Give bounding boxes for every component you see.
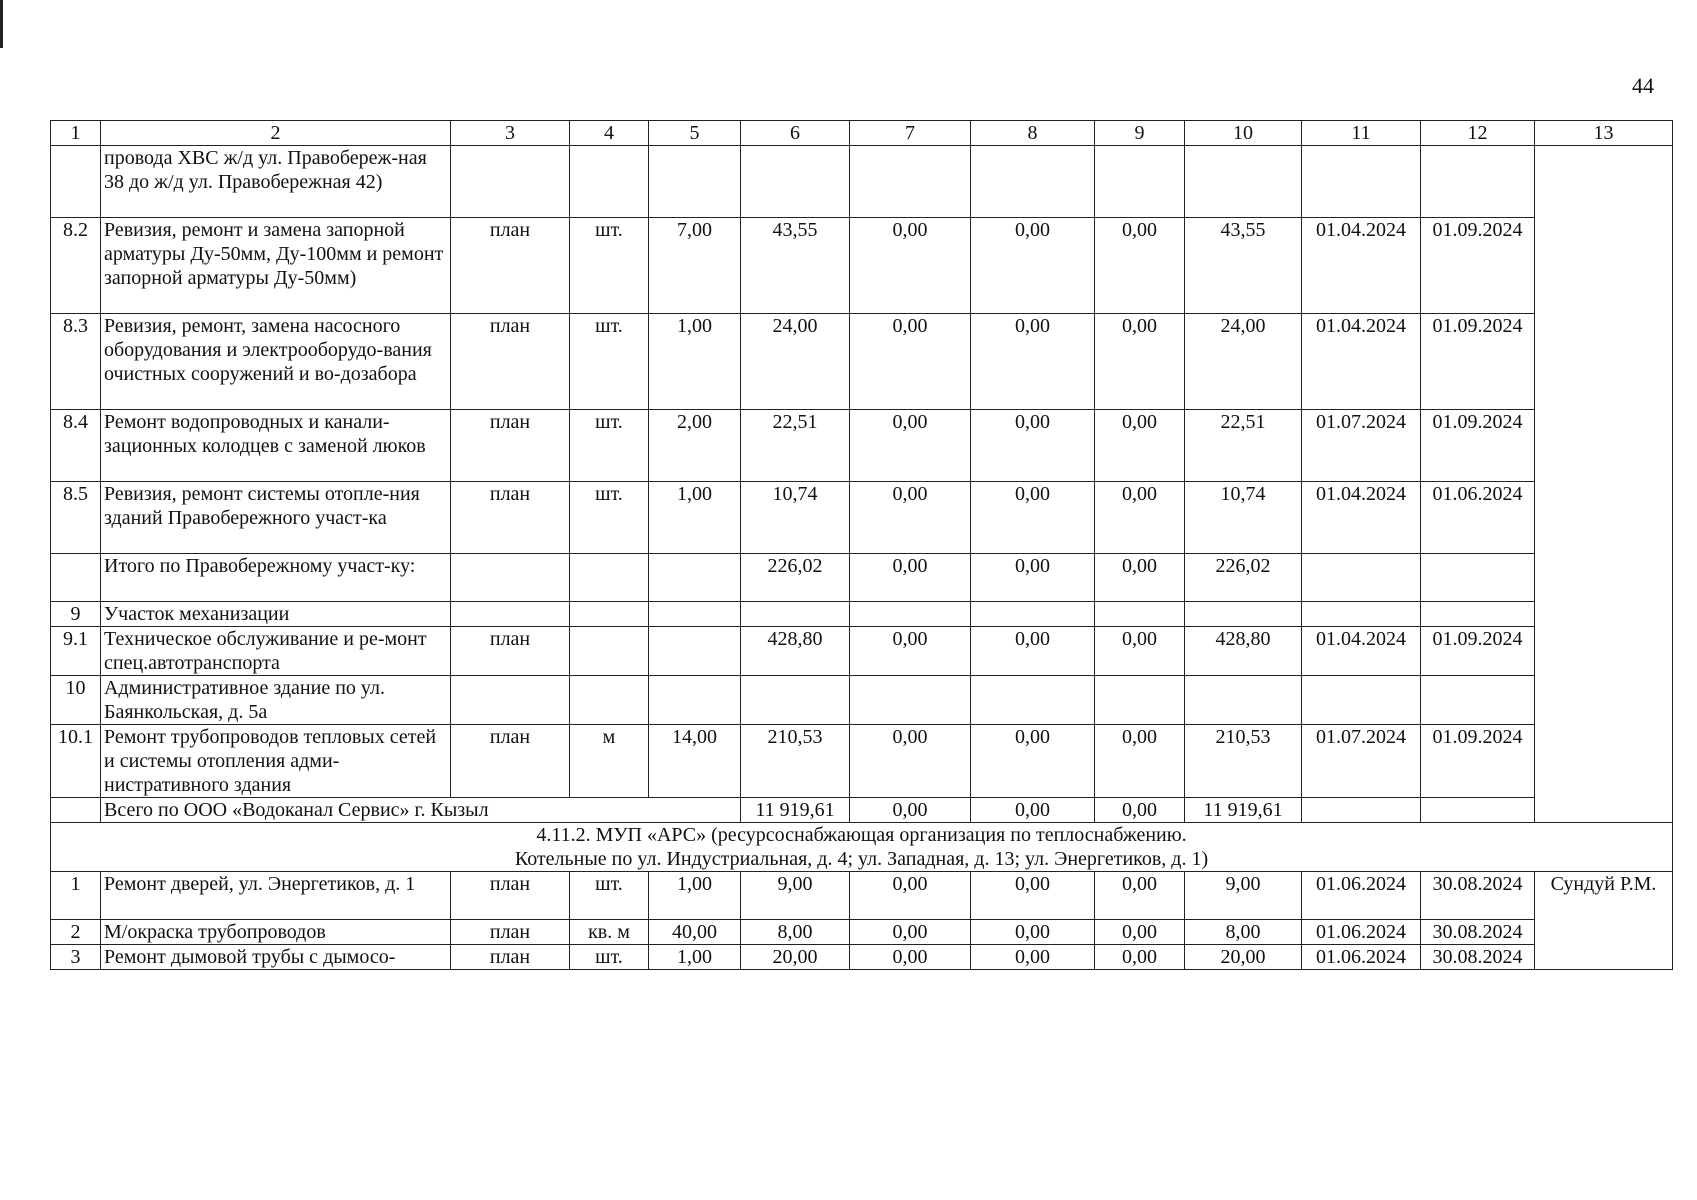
value-cell-c10: 24,00 bbox=[1185, 314, 1302, 410]
value-cell-c9: 0,00 bbox=[1095, 482, 1185, 554]
value-cell-c6: 428,80 bbox=[741, 627, 850, 676]
value-cell-c9: 0,00 bbox=[1095, 945, 1185, 970]
value-cell-c10: 10,74 bbox=[1185, 482, 1302, 554]
header-cell: 5 bbox=[649, 121, 741, 146]
value-cell-c8: 0,00 bbox=[971, 872, 1095, 920]
value-cell-c11: 01.04.2024 bbox=[1302, 482, 1421, 554]
value-cell-c9 bbox=[1095, 676, 1185, 725]
responsible-cell: Сундуй Р.М. bbox=[1535, 872, 1673, 970]
work-name-cell: Техническое обслуживание и ре-монт спец.автотранспорта bbox=[101, 627, 451, 676]
value-cell-c10: 9,00 bbox=[1185, 872, 1302, 920]
value-cell-c11 bbox=[1302, 602, 1421, 627]
work-name-cell: Ремонт дымовой трубы с дымосо- bbox=[101, 945, 451, 970]
value-cell-c3 bbox=[451, 554, 570, 602]
value-cell-c12: 01.09.2024 bbox=[1421, 218, 1535, 314]
value-cell-c12 bbox=[1421, 676, 1535, 725]
value-cell-c7: 0,00 bbox=[850, 410, 971, 482]
value-cell-c6 bbox=[741, 146, 850, 218]
value-cell-c6: 24,00 bbox=[741, 314, 850, 410]
value-cell-c4 bbox=[570, 554, 649, 602]
value-cell-c6: 43,55 bbox=[741, 218, 850, 314]
responsible-cell bbox=[1535, 146, 1673, 823]
value-cell-c9 bbox=[1095, 602, 1185, 627]
table-row bbox=[51, 872, 1673, 920]
header-cell: 3 bbox=[451, 121, 570, 146]
value-cell-c12 bbox=[1421, 602, 1535, 627]
value-cell-c8 bbox=[971, 676, 1095, 725]
value-cell-c6 bbox=[741, 602, 850, 627]
value-cell-c11: 01.07.2024 bbox=[1302, 725, 1421, 798]
value-cell-c7: 0,00 bbox=[850, 218, 971, 314]
value-cell-c11: 01.06.2024 bbox=[1302, 945, 1421, 970]
value-cell-c7: 0,00 bbox=[850, 725, 971, 798]
value-cell-c8: 0,00 bbox=[971, 920, 1095, 945]
value-cell-c12 bbox=[1421, 798, 1535, 823]
value-cell-c3: план bbox=[451, 482, 570, 554]
value-cell-c6: 9,00 bbox=[741, 872, 850, 920]
value-cell-c12: 30.08.2024 bbox=[1421, 920, 1535, 945]
value-cell-c5: 7,00 bbox=[649, 218, 741, 314]
section-heading-line2: Котельные по ул. Индустриальная, д. 4; ул. Западная, д. 13; ул. Энергетиков, д. 1) bbox=[514, 848, 1209, 870]
work-name-cell: М/окраска трубопроводов bbox=[101, 920, 451, 945]
section-heading bbox=[51, 823, 1673, 872]
value-cell-c12 bbox=[1421, 554, 1535, 602]
row-number-cell: 9 bbox=[51, 602, 101, 627]
value-cell-c5 bbox=[649, 627, 741, 676]
table-row bbox=[51, 218, 1673, 314]
total-value-c8: 0,00 bbox=[971, 798, 1095, 823]
table-row bbox=[51, 146, 1673, 218]
value-cell-c7: 0,00 bbox=[850, 627, 971, 676]
work-name-cell: провода ХВС ж/д ул. Правобереж-ная 38 до ж/д ул. Правобережная 42) bbox=[101, 146, 451, 218]
work-name-cell: Итого по Правобережному участ-ку: bbox=[101, 554, 451, 602]
value-cell-c12 bbox=[1421, 146, 1535, 218]
section-heading-line1: 4.11.2. МУП «АРС» (ресурсоснабжающая организация по теплоснабжению. bbox=[536, 824, 1187, 846]
value-cell-c11 bbox=[1302, 676, 1421, 725]
value-cell-c3 bbox=[451, 602, 570, 627]
header-cell: 9 bbox=[1095, 121, 1185, 146]
header-cell: 11 bbox=[1302, 121, 1421, 146]
value-cell-c10: 20,00 bbox=[1185, 945, 1302, 970]
value-cell-c9: 0,00 bbox=[1095, 554, 1185, 602]
value-cell-c8: 0,00 bbox=[971, 218, 1095, 314]
row-number-cell: 10.1 bbox=[51, 725, 101, 798]
work-name-cell: Административное здание по ул. Баянкольская, д. 5а bbox=[101, 676, 451, 725]
value-cell-c6 bbox=[741, 676, 850, 725]
header-cell: 12 bbox=[1421, 121, 1535, 146]
value-cell-c6: 20,00 bbox=[741, 945, 850, 970]
value-cell-c12: 01.09.2024 bbox=[1421, 725, 1535, 798]
value-cell-c4: м bbox=[570, 725, 649, 798]
table-row bbox=[51, 482, 1673, 554]
row-number-cell: 8.5 bbox=[51, 482, 101, 554]
value-cell-c7: 0,00 bbox=[850, 945, 971, 970]
value-cell-c11: 01.06.2024 bbox=[1302, 920, 1421, 945]
value-cell-c4: шт. bbox=[570, 872, 649, 920]
work-name-cell: Ревизия, ремонт, замена насосного оборудования и электрооборудо-вания очистных сооружений и во-дозабора bbox=[101, 314, 451, 410]
value-cell-c10: 8,00 bbox=[1185, 920, 1302, 945]
value-cell-c5: 1,00 bbox=[649, 945, 741, 970]
value-cell-c4: шт. bbox=[570, 218, 649, 314]
value-cell-c6: 22,51 bbox=[741, 410, 850, 482]
table-row bbox=[51, 676, 1673, 725]
value-cell-c3: план bbox=[451, 945, 570, 970]
header-cell: 2 bbox=[101, 121, 451, 146]
value-cell-c10 bbox=[1185, 146, 1302, 218]
value-cell-c9: 0,00 bbox=[1095, 218, 1185, 314]
work-name-cell: Ремонт трубопроводов тепловых сетей и системы отопления адми-нистративного здания bbox=[101, 725, 451, 798]
total-value-c6: 11 919,61 bbox=[741, 798, 850, 823]
value-cell-c8: 0,00 bbox=[971, 627, 1095, 676]
value-cell-c3: план bbox=[451, 410, 570, 482]
table-row bbox=[51, 920, 1673, 945]
header-cell: 13 bbox=[1535, 121, 1673, 146]
page-number: 44 bbox=[1632, 73, 1654, 98]
value-cell-c7 bbox=[850, 602, 971, 627]
value-cell-c4 bbox=[570, 627, 649, 676]
value-cell-c12: 01.09.2024 bbox=[1421, 410, 1535, 482]
value-cell-c6: 10,74 bbox=[741, 482, 850, 554]
value-cell-c9: 0,00 bbox=[1095, 725, 1185, 798]
value-cell-c11 bbox=[1302, 146, 1421, 218]
value-cell-c8: 0,00 bbox=[971, 554, 1095, 602]
value-cell-c8: 0,00 bbox=[971, 314, 1095, 410]
value-cell-c5: 1,00 bbox=[649, 314, 741, 410]
value-cell-c10: 43,55 bbox=[1185, 218, 1302, 314]
value-cell-c10: 22,51 bbox=[1185, 410, 1302, 482]
value-cell-c9 bbox=[1095, 146, 1185, 218]
table-row bbox=[51, 314, 1673, 410]
row-number-cell: 8.4 bbox=[51, 410, 101, 482]
value-cell-c3 bbox=[451, 676, 570, 725]
work-name-cell: Ревизия, ремонт системы отопле-ния зданий Правобережного участ-ка bbox=[101, 482, 451, 554]
value-cell-c5: 2,00 bbox=[649, 410, 741, 482]
header-cell: 10 bbox=[1185, 121, 1302, 146]
value-cell-c4: шт. bbox=[570, 482, 649, 554]
value-cell-c9: 0,00 bbox=[1095, 314, 1185, 410]
section-heading-row bbox=[51, 823, 1673, 872]
scan-edge-mark bbox=[0, 0, 3, 48]
work-name-cell: Ревизия, ремонт и замена запорной арматуры Ду-50мм, Ду-100мм и ремонт запорной арматуры Ду-50мм) bbox=[101, 218, 451, 314]
value-cell-c7 bbox=[850, 146, 971, 218]
value-cell-c11: 01.06.2024 bbox=[1302, 872, 1421, 920]
table-row bbox=[51, 627, 1673, 676]
value-cell-c10: 428,80 bbox=[1185, 627, 1302, 676]
header-cell: 8 bbox=[971, 121, 1095, 146]
value-cell-c5: 1,00 bbox=[649, 482, 741, 554]
value-cell-c3 bbox=[451, 146, 570, 218]
value-cell-c3: план bbox=[451, 920, 570, 945]
value-cell-c8: 0,00 bbox=[971, 725, 1095, 798]
row-number-cell: 9.1 bbox=[51, 627, 101, 676]
header-cell: 7 bbox=[850, 121, 971, 146]
row-number-cell: 1 bbox=[51, 872, 101, 920]
row-number-cell bbox=[51, 146, 101, 218]
total-value-c9: 0,00 bbox=[1095, 798, 1185, 823]
total-label-cell: Всего по ООО «Водоканал Сервис» г. Кызыл bbox=[101, 798, 741, 823]
row-number-cell: 8.2 bbox=[51, 218, 101, 314]
value-cell-c11 bbox=[1302, 798, 1421, 823]
total-value-c7: 0,00 bbox=[850, 798, 971, 823]
value-cell-c11: 01.04.2024 bbox=[1302, 314, 1421, 410]
value-cell-c3: план bbox=[451, 872, 570, 920]
value-cell-c8 bbox=[971, 146, 1095, 218]
value-cell-c11 bbox=[1302, 554, 1421, 602]
value-cell-c4 bbox=[570, 146, 649, 218]
value-cell-c4: шт. bbox=[570, 945, 649, 970]
value-cell-c12: 01.09.2024 bbox=[1421, 627, 1535, 676]
value-cell-c10 bbox=[1185, 602, 1302, 627]
value-cell-c11: 01.07.2024 bbox=[1302, 410, 1421, 482]
total-value-c10: 11 919,61 bbox=[1185, 798, 1302, 823]
value-cell-c12: 30.08.2024 bbox=[1421, 872, 1535, 920]
work-name-cell: Ремонт водопроводных и канали-зационных колодцев с заменой люков bbox=[101, 410, 451, 482]
value-cell-c3: план bbox=[451, 314, 570, 410]
value-cell-c12: 30.08.2024 bbox=[1421, 945, 1535, 970]
total-row bbox=[51, 798, 1673, 823]
value-cell-c9: 0,00 bbox=[1095, 410, 1185, 482]
value-cell-c5 bbox=[649, 146, 741, 218]
value-cell-c3: план bbox=[451, 725, 570, 798]
value-cell-c4 bbox=[570, 602, 649, 627]
table-row bbox=[51, 554, 1673, 602]
value-cell-c5: 40,00 bbox=[649, 920, 741, 945]
table-row bbox=[51, 410, 1673, 482]
value-cell-c10: 210,53 bbox=[1185, 725, 1302, 798]
table-row bbox=[51, 725, 1673, 798]
value-cell-c10 bbox=[1185, 676, 1302, 725]
value-cell-c5 bbox=[649, 676, 741, 725]
value-cell-c6: 210,53 bbox=[741, 725, 850, 798]
value-cell-c7 bbox=[850, 676, 971, 725]
value-cell-c5 bbox=[649, 602, 741, 627]
value-cell-c11: 01.04.2024 bbox=[1302, 627, 1421, 676]
value-cell-c3: план bbox=[451, 218, 570, 314]
value-cell-c4: шт. bbox=[570, 314, 649, 410]
value-cell-c10: 226,02 bbox=[1185, 554, 1302, 602]
value-cell-c12: 01.09.2024 bbox=[1421, 314, 1535, 410]
value-cell-c5: 1,00 bbox=[649, 872, 741, 920]
row-number-cell bbox=[51, 798, 101, 823]
value-cell-c5: 14,00 bbox=[649, 725, 741, 798]
value-cell-c6: 226,02 bbox=[741, 554, 850, 602]
value-cell-c9: 0,00 bbox=[1095, 627, 1185, 676]
work-name-cell: Ремонт дверей, ул. Энергетиков, д. 1 bbox=[101, 872, 451, 920]
value-cell-c9: 0,00 bbox=[1095, 872, 1185, 920]
repair-plan-table bbox=[50, 120, 1673, 970]
value-cell-c12: 01.06.2024 bbox=[1421, 482, 1535, 554]
work-name-cell: Участок механизации bbox=[101, 602, 451, 627]
row-number-cell bbox=[51, 554, 101, 602]
value-cell-c8 bbox=[971, 602, 1095, 627]
value-cell-c7: 0,00 bbox=[850, 482, 971, 554]
header-row bbox=[51, 121, 1673, 146]
header-cell: 1 bbox=[51, 121, 101, 146]
value-cell-c8: 0,00 bbox=[971, 482, 1095, 554]
value-cell-c5 bbox=[649, 554, 741, 602]
row-number-cell: 3 bbox=[51, 945, 101, 970]
header-cell: 6 bbox=[741, 121, 850, 146]
row-number-cell: 10 bbox=[51, 676, 101, 725]
value-cell-c4: кв. м bbox=[570, 920, 649, 945]
value-cell-c7: 0,00 bbox=[850, 314, 971, 410]
row-number-cell: 2 bbox=[51, 920, 101, 945]
value-cell-c7: 0,00 bbox=[850, 554, 971, 602]
value-cell-c6: 8,00 bbox=[741, 920, 850, 945]
value-cell-c3: план bbox=[451, 627, 570, 676]
value-cell-c8: 0,00 bbox=[971, 410, 1095, 482]
value-cell-c7: 0,00 bbox=[850, 920, 971, 945]
table-row bbox=[51, 602, 1673, 627]
table-row bbox=[51, 945, 1673, 970]
header-cell: 4 bbox=[570, 121, 649, 146]
value-cell-c4: шт. bbox=[570, 410, 649, 482]
value-cell-c7: 0,00 bbox=[850, 872, 971, 920]
value-cell-c9: 0,00 bbox=[1095, 920, 1185, 945]
row-number-cell: 8.3 bbox=[51, 314, 101, 410]
value-cell-c4 bbox=[570, 676, 649, 725]
value-cell-c11: 01.04.2024 bbox=[1302, 218, 1421, 314]
value-cell-c8: 0,00 bbox=[971, 945, 1095, 970]
